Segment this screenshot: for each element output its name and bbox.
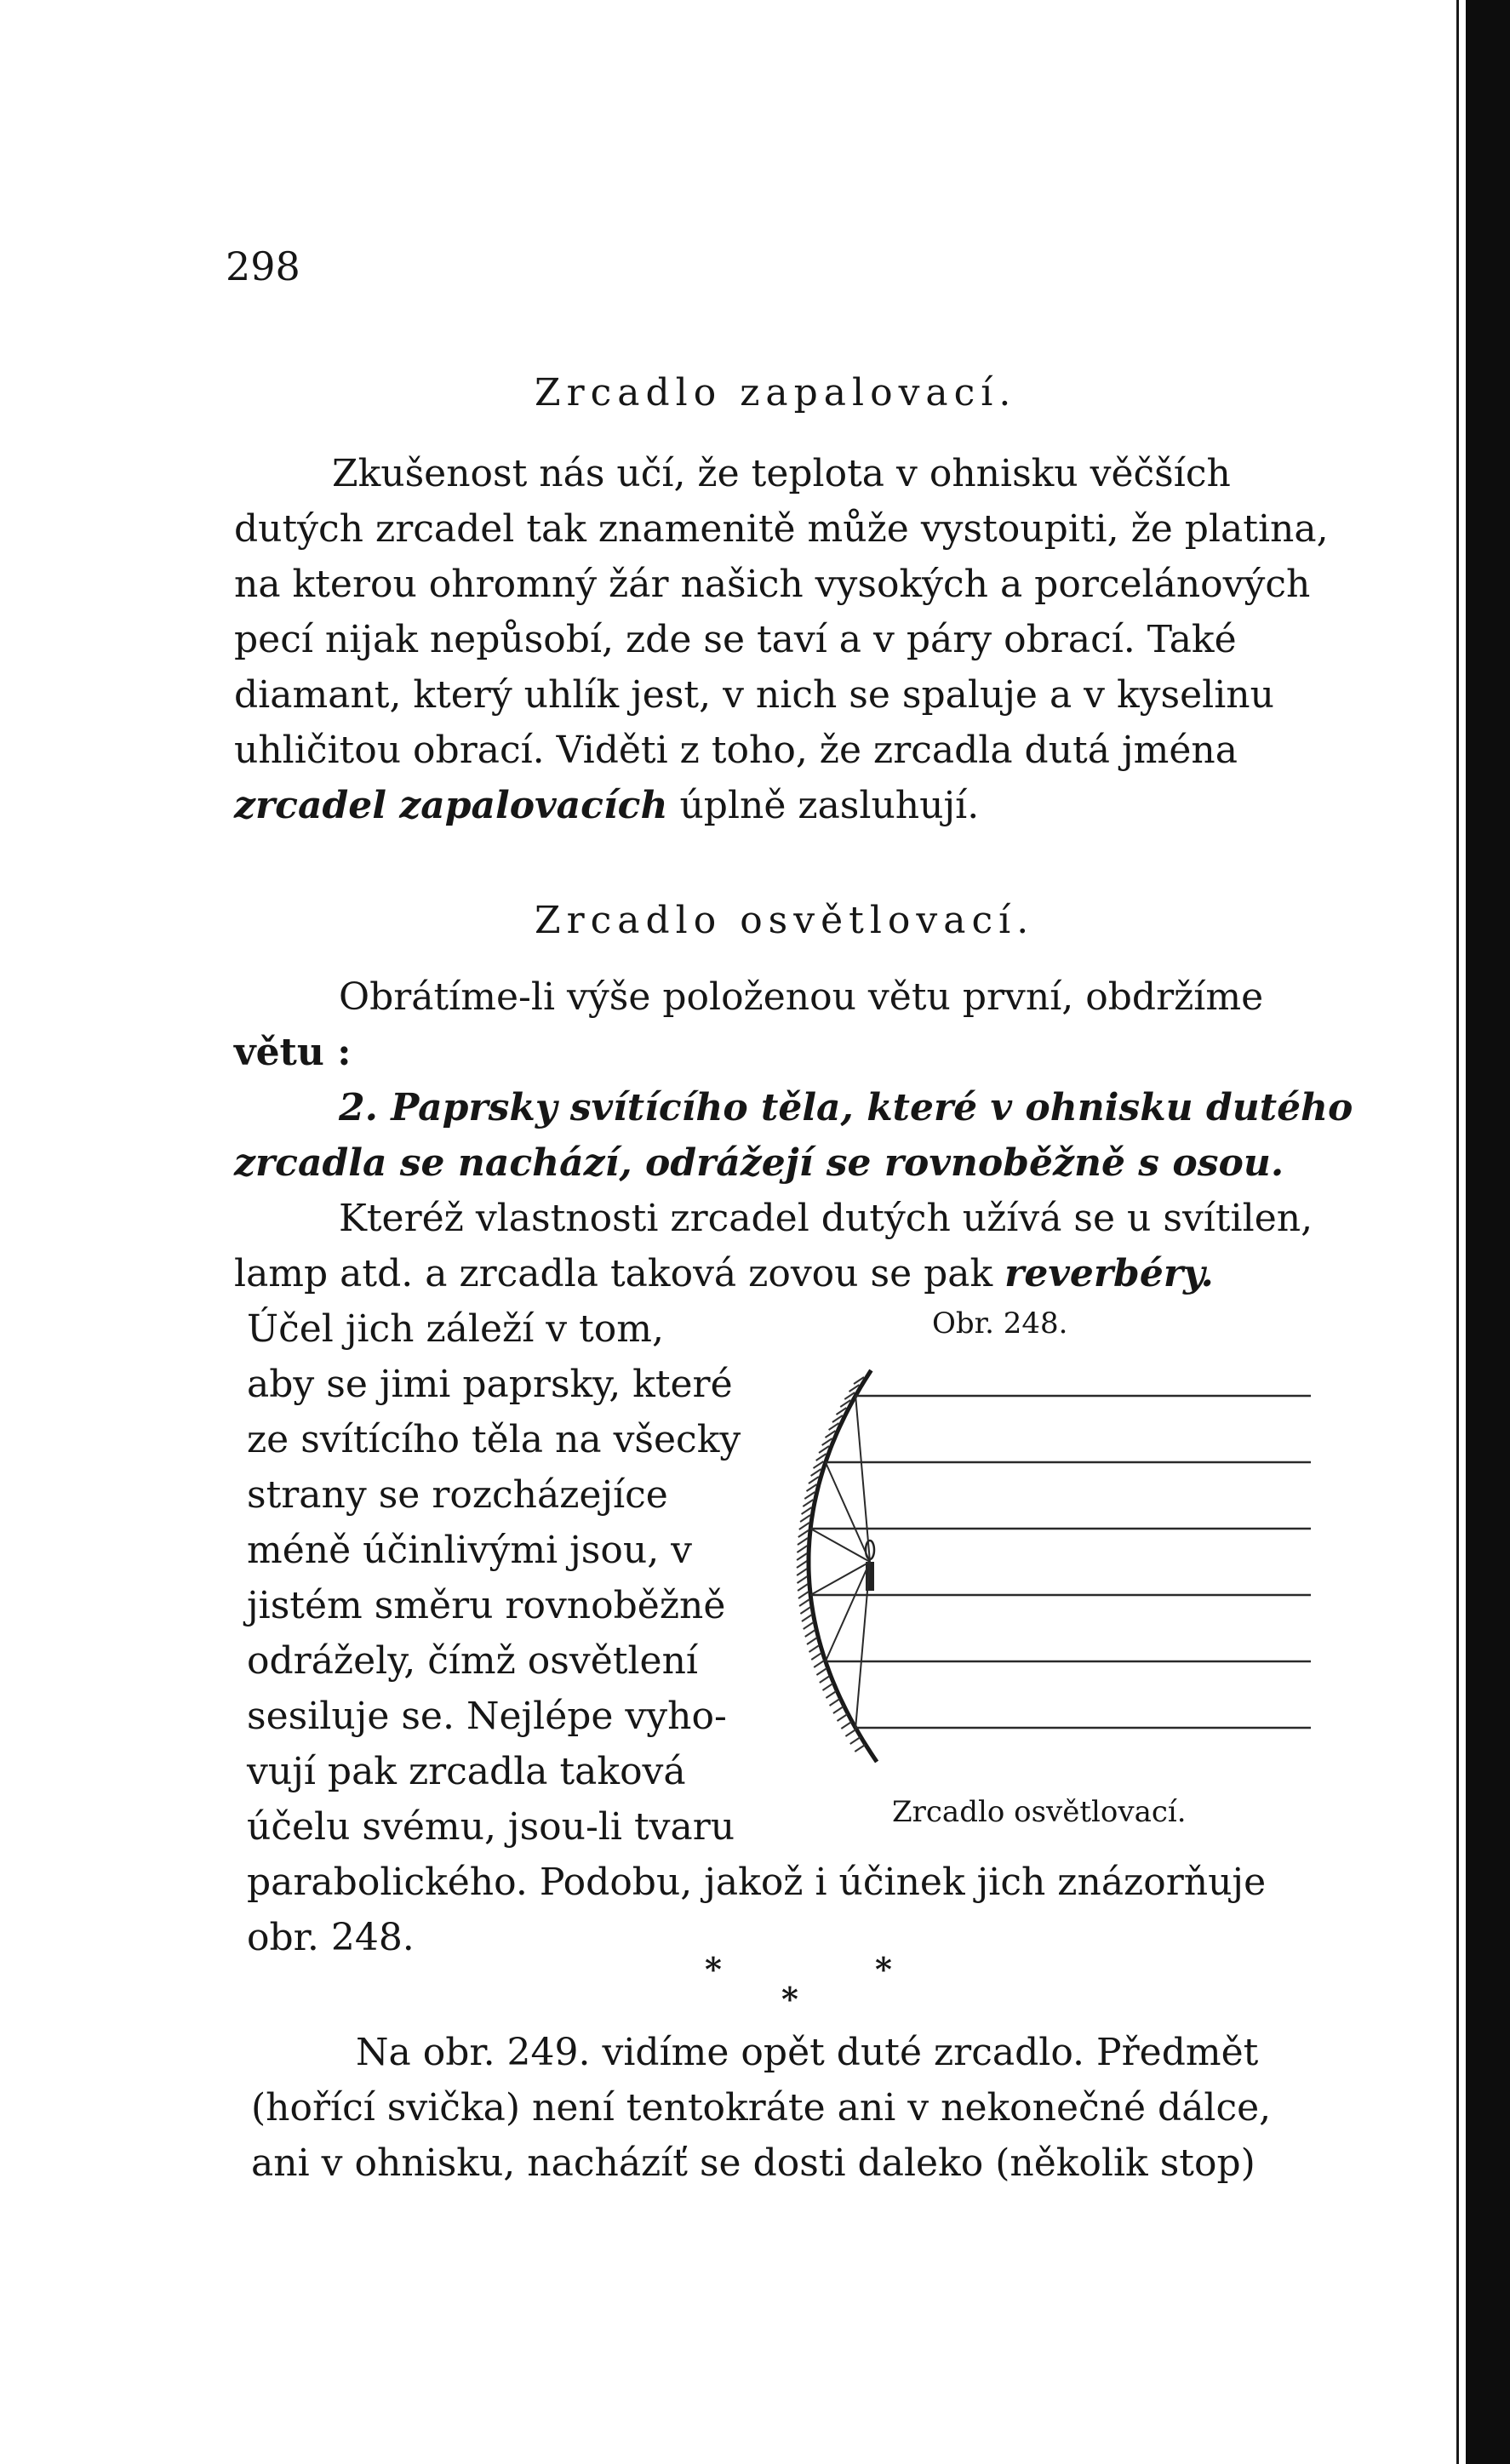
mirror-hatch: [811, 1653, 821, 1660]
mirror-hatch: [807, 1638, 817, 1644]
heading-zapalovaci: Zrcadlo zapalovací.: [535, 371, 1017, 414]
mirror-hatch: [826, 1691, 836, 1698]
para4-line3: ani v ohnisku, nacházíť se dosti daleko (několik stop): [251, 2141, 1255, 2185]
narrow-line-7: odrážely, čímž osvětlení: [247, 1639, 698, 1683]
mirror-hatch: [799, 1523, 809, 1529]
narrow-line-2: aby se jimi paprsky, které: [247, 1363, 733, 1406]
narrow-line-9: vují pak zrcadla taková: [247, 1750, 686, 1793]
narrow-line-10: účelu svému, jsou-li tvaru: [247, 1805, 735, 1849]
separator-star-right: *: [875, 1950, 892, 1988]
narrow-line-6: jistém směru rovnoběžně: [247, 1584, 726, 1627]
mirror-hatch: [814, 1661, 824, 1667]
para1-line3: na kterou ohromný žár našich vysokých a porcelánových: [234, 563, 1311, 606]
mirror-hatch: [820, 1676, 830, 1683]
para2-line2: větu :: [234, 1031, 352, 1074]
narrow-line-5: méně účinlivými jsou, v: [247, 1529, 693, 1572]
page-number: 298: [226, 243, 300, 289]
incident-ray: [855, 1396, 870, 1562]
para3-after-1: parabolického. Podobu, jakož i účinek jich znázorňuje: [247, 1861, 1267, 1904]
para3-after-2: obr. 248.: [247, 1916, 415, 1959]
mirror-hatch: [806, 1484, 816, 1491]
mirror-hatch: [822, 1684, 832, 1690]
mirror-hatch: [798, 1584, 808, 1591]
narrow-line-4: strany se rozcházejíce: [247, 1473, 668, 1517]
mirror-hatch: [802, 1615, 812, 1621]
para1-line6: uhličitou obrací. Viděti z toho, že zrcadla dutá jména: [234, 729, 1238, 772]
mirror-hatch: [798, 1592, 809, 1598]
mirror-hatch: [838, 1714, 848, 1721]
mirror-hatch: [799, 1599, 809, 1606]
mirror-hatch: [797, 1569, 807, 1575]
scan-edge-border: [1466, 0, 1510, 2464]
para3-line1: Kteréž vlastnosti zrcadel dutých užívá se u svítilen,: [339, 1197, 1313, 1240]
mirror-hatch: [802, 1507, 812, 1514]
mirror-hatch: [798, 1538, 808, 1545]
para4-line1: Na obr. 249. vidíme opět duté zrcadlo. Předmět: [356, 2031, 1259, 2074]
para1-line4: pecí nijak nepůsobí, zde se taví a v páry obrací. Také: [234, 618, 1237, 661]
mirror-hatch: [855, 1745, 865, 1752]
mirror-hatch: [850, 1737, 861, 1744]
mirror-hatch: [800, 1607, 810, 1614]
mirror-hatch: [845, 1729, 855, 1736]
narrow-line-3: ze svítícího těla na všecky: [247, 1418, 741, 1461]
emphasis-term: zrcadel zapalovacích: [234, 784, 668, 827]
mirror-hatch: [830, 1699, 840, 1706]
mirror-hatch: [803, 1500, 813, 1506]
para3-line2-text: lamp atd. a zrcadla taková zovou se pak: [234, 1252, 1005, 1295]
mirror-hatch: [816, 1668, 826, 1675]
incident-ray: [855, 1562, 870, 1728]
separator-star-left: *: [705, 1950, 722, 1988]
mirror-hatch: [809, 1645, 820, 1652]
mirror-hatch: [805, 1630, 815, 1637]
para1-line2: dutých zrcadel tak znamenitě může vystoupiti, že platina,: [234, 507, 1329, 551]
reflector-figure: [775, 1353, 1328, 1796]
figure-caption: Zrcadlo osvětlovací.: [892, 1795, 1187, 1829]
figure-label: Obr. 248.: [932, 1306, 1068, 1341]
mirror-hatch: [804, 1622, 814, 1629]
mirror-hatch: [797, 1546, 807, 1552]
mirror-hatch: [798, 1530, 809, 1537]
separator-star-bottom: *: [781, 1980, 798, 2018]
mirror-hatch: [797, 1553, 807, 1560]
theorem-line1: 2. Paprsky svítícího těla, které v ohnisku dutého: [339, 1086, 1353, 1129]
mirror-hatch: [797, 1561, 807, 1568]
mirror-hatch: [804, 1492, 815, 1499]
mirror-hatch: [798, 1576, 808, 1583]
para1-line5: diamant, který uhlík jest, v nich se spaluje a v kyselinu: [234, 673, 1274, 717]
mirror-hatch: [833, 1707, 844, 1713]
para2-line1: Obrátíme-li výše položenou větu první, obdržíme: [339, 975, 1264, 1019]
para3-line2: [234, 1252, 1214, 1295]
theorem-line2: zrcadla se nachází, odrážejí se rovnoběžně s osou.: [234, 1141, 1284, 1185]
para1-line1: Zkušenost nás učí, že teplota v ohnisku věčších: [332, 452, 1231, 495]
incident-ray: [810, 1529, 870, 1562]
scan-edge-line: [1456, 0, 1459, 2464]
narrow-line-1: Účel jich záleží v tom,: [247, 1307, 664, 1351]
mirror-hatch: [841, 1722, 851, 1729]
incident-ray: [810, 1562, 870, 1595]
para1-line7: [234, 784, 980, 827]
heading-osvetlovaci: Zrcadlo osvětlovací.: [535, 899, 1035, 942]
narrow-line-8: sesiluje se. Nejlépe vyho-: [247, 1695, 727, 1738]
para4-line2: (hořící svička) není tentokráte ani v nekonečné dálce,: [251, 2086, 1272, 2130]
mirror-hatch: [800, 1515, 810, 1522]
para1-line7-rest: úplně zasluhují.: [667, 784, 980, 827]
emphasis-reverbery: reverbéry.: [1004, 1252, 1214, 1295]
